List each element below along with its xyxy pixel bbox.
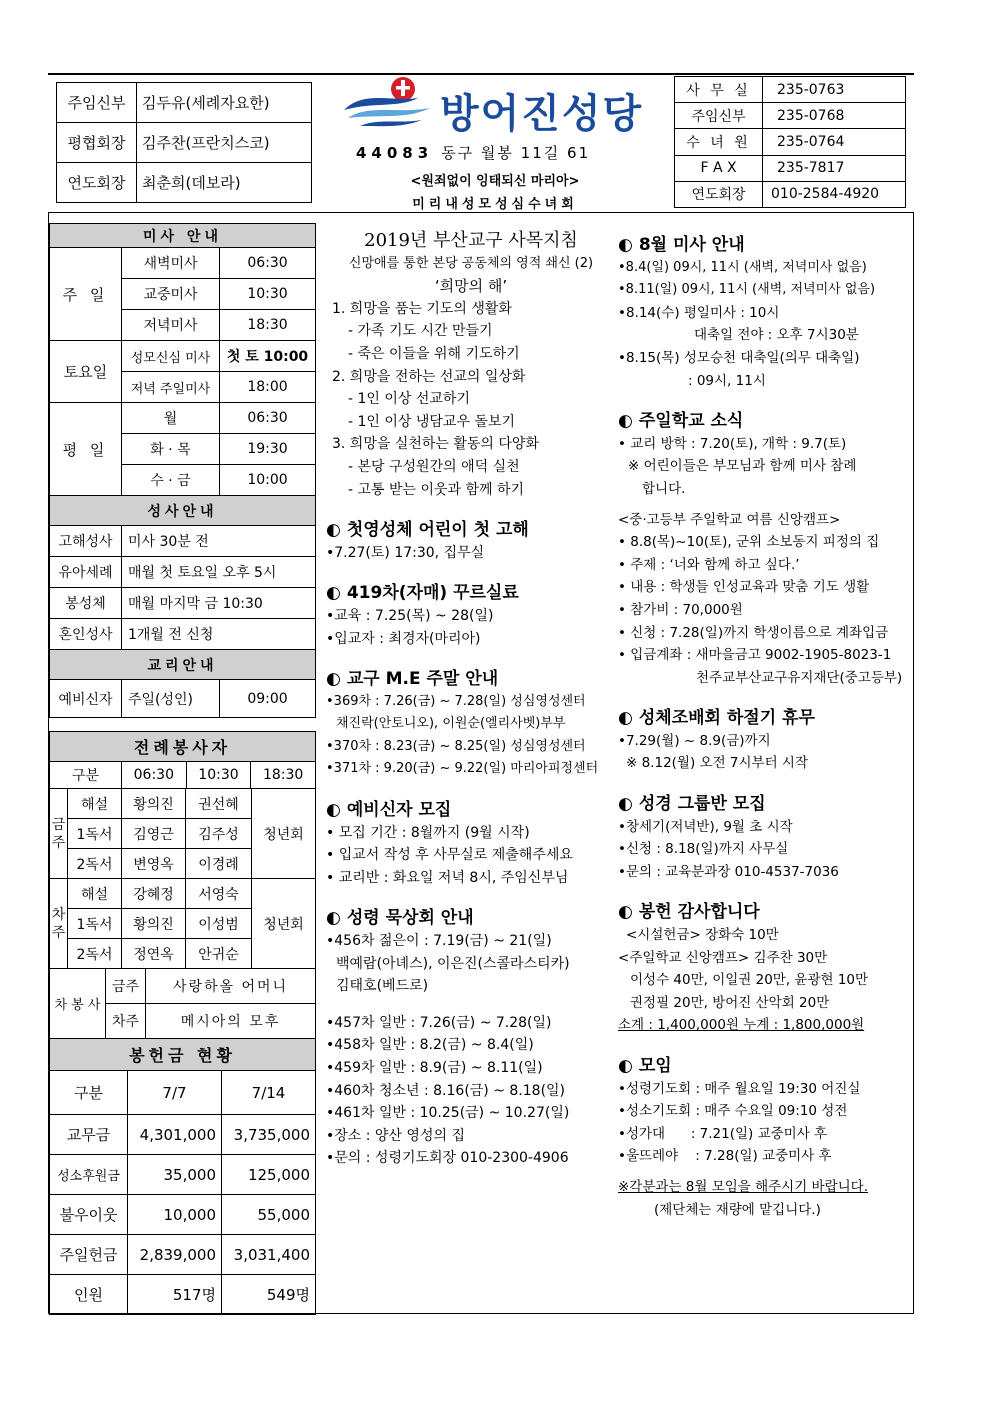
contacts-table [674, 76, 906, 208]
officer-label: 연도회장 [57, 163, 137, 203]
spirit-item: •460차 청소년 : 8.16(금) ~ 8.18(일) [326, 1082, 566, 1099]
officer-value: 김두유(세례자요한) [137, 83, 312, 123]
mass-time: 10:00 [220, 465, 316, 496]
bible-item: •문의 : 교육분과장 010-4537-7036 [618, 863, 839, 880]
cursillo-item: •입교자 : 최경자(마리아) [326, 630, 481, 647]
thanks-item: 이성수 40만, 이일권 20만, 윤광현 10만 [630, 972, 869, 989]
half-circle-icon: ◐ [618, 1056, 633, 1076]
thanks-item: <시설헌금> 장화숙 10만 [626, 927, 779, 944]
liturgy-server: 황의진 [122, 909, 186, 939]
guideline-item: - 가족 기도 시간 만들기 [348, 323, 493, 340]
guideline-item: - 죽은 이들을 위해 기도하기 [348, 345, 520, 362]
thanks-heading [618, 901, 910, 924]
camp-item: • 내용 : 학생들 인성교육과 맞춤 기도 생활 [618, 579, 870, 596]
officer-label: 평협회장 [57, 123, 137, 163]
church-logo [342, 76, 438, 130]
mass-name: 월 [122, 403, 220, 434]
guideline-item: - 본당 구성원간의 애덕 실천 [348, 458, 520, 475]
mass-time: 18:30 [220, 310, 316, 341]
officer-value: 최춘희(데보라) [137, 163, 312, 203]
aug-mass-item: •8.15(목) 성모승천 대축일(의무 대축일) [618, 349, 860, 366]
header-top-rule [48, 73, 914, 75]
me-item: 채진락(안토니오), 이원순(엘리사벳)부부 [336, 716, 566, 732]
liturgy-role: 1독서 [68, 909, 122, 939]
spirit-item: •장소 : 양산 영성의 집 [326, 1127, 465, 1144]
school-title: 주일학교 소식 [638, 411, 744, 432]
sacrament-label: 봉성체 [50, 588, 122, 619]
meeting-heading [618, 1055, 910, 1078]
sacrament-value: 미사 30분 전 [122, 526, 316, 557]
mass-time: 10:30 [220, 279, 316, 310]
tea-service-label: 차 봉 사 [50, 969, 106, 1039]
contact-label: 수 녀 원 [675, 129, 763, 155]
offering-label: 불우이웃 [50, 1195, 128, 1235]
school-item: 합니다. [642, 480, 686, 497]
camp-item: • 입금계좌 : 새마을금고 9002-1905-8023-1 [618, 647, 892, 664]
sacrament-value: 매월 첫 토요일 오후 5시 [122, 557, 316, 588]
liturgy-server: 김주성 [186, 819, 252, 849]
liturgy-server: 권선혜 [186, 789, 252, 819]
camp-item: • 주제 : ‘너와 함께 하고 싶다.’ [618, 556, 800, 573]
thanks-item: <주일학교 신앙캠프> 김주찬 30만 [618, 949, 828, 966]
half-circle-icon: ◐ [326, 908, 341, 929]
me-title: 교구 M.E 주말 안내 [346, 669, 499, 690]
spirit-item: •458차 일반 : 8.2(금) ~ 8.4(일) [326, 1037, 534, 1054]
liturgy-col: 18:30 [251, 762, 316, 789]
contact-label: 연도회장 [675, 181, 763, 207]
meeting-item: •울뜨레야 : 7.28(일) 교중미사 후 [618, 1148, 832, 1165]
contact-value: 235-0764 [763, 129, 906, 155]
half-circle-icon: ◐ [618, 902, 633, 923]
half-circle-icon: ◐ [326, 669, 341, 690]
offering-table [49, 1038, 316, 1315]
offering-value: 517명 [128, 1275, 222, 1315]
meeting-item: •성령기도회 : 매주 월요일 19:30 어진실 [618, 1080, 861, 1097]
mass-section-title: 미사 안내 [50, 224, 316, 248]
offering-value: 125,000 [222, 1155, 316, 1195]
offering-col: 7/7 [128, 1071, 222, 1115]
thanks-title: 봉헌 감사합니다 [638, 902, 760, 923]
catechumen-heading [326, 799, 616, 822]
school-item: ※ 어린이들은 부모님과 함께 미사 참례 [628, 458, 857, 475]
liturgy-server: 안귀순 [186, 939, 252, 969]
half-circle-icon: ◐ [618, 411, 633, 432]
camp-item: • 8.8(목)~10(토), 군위 소보동지 피정의 집 [618, 534, 880, 551]
offering-col: 7/14 [222, 1071, 316, 1115]
church-name: 방어진성당 [440, 91, 644, 137]
mass-name: 저녁 주일미사 [122, 372, 220, 403]
liturgy-server: 서영숙 [186, 879, 252, 909]
offering-value: 4,301,000 [128, 1115, 222, 1155]
contact-value: 235-0768 [763, 103, 906, 129]
camp-item: • 신청 : 7.28(일)까지 학생이름으로 계좌입금 [618, 624, 889, 641]
meeting-note: (제단체는 재량에 맡깁니다.) [654, 1201, 821, 1218]
half-circle-icon: ◐ [326, 520, 341, 541]
spirit-item: 김태호(베드로) [336, 978, 429, 995]
me-item: •369차 : 7.26(금) ~ 7.28(일) 성심영성센터 [326, 693, 586, 709]
aug-mass-title: 8월 미사 안내 [638, 235, 745, 255]
liturgy-server: 이경례 [186, 849, 252, 879]
sacrament-section-title: 성사안내 [50, 496, 316, 526]
contact-value: 235-7817 [763, 155, 906, 181]
contact-label: 사 무 실 [675, 77, 763, 103]
school-heading [618, 410, 910, 433]
liturgy-table [49, 731, 316, 789]
officers-table [56, 82, 312, 203]
offering-value: 3,031,400 [222, 1235, 316, 1275]
me-item: •371차 : 9.20(금) ~ 9.22(일) 마리아피정센터 [326, 761, 599, 777]
liturgy-role: 2독서 [68, 849, 122, 879]
mass-name: 수 · 금 [122, 465, 220, 496]
year-name: ‘희망의 해’ [434, 277, 508, 296]
contact-value: 010-2584-4920 [763, 181, 906, 207]
camp-title: <중·고등부 주일학교 여름 신앙캠프> [618, 511, 841, 528]
half-circle-icon: ◐ [618, 708, 633, 729]
half-circle-icon: ◐ [326, 583, 341, 604]
catechumen-item: • 입교서 작성 후 사무실로 제출해주세요 [326, 847, 573, 864]
doctrine-label: 예비신자 [50, 680, 122, 718]
meeting-item: •성소기도회 : 매주 수요일 09:10 성전 [618, 1103, 848, 1120]
sacrament-label: 유아세례 [50, 557, 122, 588]
mass-saturday-label: 토요일 [50, 341, 122, 403]
mass-time: 19:30 [220, 434, 316, 465]
patron-saint: <원죄없이 잉태되신 마리아> [410, 174, 580, 189]
guideline-item: 3. 희망을 실천하는 활동의 다양화 [332, 436, 539, 453]
spirit-item: •459차 일반 : 8.9(금) ~ 8.11(일) [326, 1060, 543, 1076]
liturgy-col: 06:30 [122, 762, 187, 789]
thanks-total: 소계 : 1,400,000원 누계 : 1,800,000원 [618, 1017, 865, 1034]
guideline-subtitle: 신망애를 통한 본당 공동체의 영적 쇄신 (2) [348, 255, 594, 271]
thanks-item: 권정필 20만, 방어진 산악회 20만 [630, 994, 830, 1011]
guideline-item: - 고통 받는 이웃과 함께 하기 [348, 481, 525, 498]
liturgy-evening: 청년회 [252, 789, 316, 879]
liturgy-role: 1독서 [68, 819, 122, 849]
tea-week: 금주 [106, 969, 146, 1004]
bible-item: •창세기(저녁반), 9월 초 시작 [618, 818, 793, 835]
liturgy-server: 강혜정 [122, 879, 186, 909]
meeting-item: •성가대 : 7.21(일) 교중미사 후 [618, 1125, 828, 1142]
offering-value: 2,839,000 [128, 1235, 222, 1275]
liturgy-server: 변영옥 [122, 849, 186, 879]
tea-group: 메시아의 모후 [146, 1004, 316, 1039]
spirit-heading [326, 907, 616, 930]
liturgy-col: 10:30 [186, 762, 251, 789]
mass-sunday-label: 주 일 [50, 248, 122, 341]
middle-column [326, 230, 616, 1170]
this-week-label: 금주 [50, 789, 68, 879]
spirit-title: 성령 묵상회 안내 [346, 908, 474, 929]
half-circle-icon: ◐ [618, 235, 633, 255]
mass-time: 06:30 [220, 248, 316, 279]
meeting-note: ※각분과는 8월 모임을 해주시기 바랍니다. [618, 1178, 869, 1195]
mass-time: 18:00 [220, 372, 316, 403]
liturgy-role: 2독서 [68, 939, 122, 969]
sisters-name: 미리내성모성심수녀회 [412, 197, 578, 212]
offering-value: 549명 [222, 1275, 316, 1315]
liturgy-col: 구분 [50, 762, 122, 789]
sacrament-label: 혼인성사 [50, 619, 122, 650]
liturgy-role: 해설 [68, 789, 122, 819]
cursillo-heading [326, 582, 616, 605]
officer-value: 김주찬(프란치스코) [137, 123, 312, 163]
guideline-item: - 1인 이상 냉담교우 돌보기 [348, 413, 515, 430]
offering-label: 인원 [50, 1275, 128, 1315]
mass-name: 새벽미사 [122, 248, 220, 279]
catechumen-item: • 모집 기간 : 8월까지 (9월 시작) [326, 824, 530, 841]
camp-item: 천주교부산교구유지재단(중고등부) [696, 669, 903, 686]
communion-title: 첫영성체 어린이 첫 고해 [346, 520, 529, 541]
offering-label: 교무금 [50, 1115, 128, 1155]
school-item: • 교리 방학 : 7.20(토), 개학 : 9.7(토) [618, 435, 847, 452]
mass-name: 교중미사 [122, 279, 220, 310]
mass-name: 화 · 목 [122, 434, 220, 465]
spirit-item: •문의 : 성령기도회장 010-2300-4906 [326, 1150, 569, 1167]
adoration-item: ※ 8.12(월) 오전 7시부터 시작 [626, 755, 808, 772]
offering-col: 구분 [50, 1071, 128, 1115]
communion-item: •7.27(토) 17:30, 집무실 [326, 544, 485, 561]
aug-mass-item: •8.11(일) 09시, 11시 (새벽, 저녁미사 없음) [618, 282, 876, 298]
mass-time: 첫 토 10:00 [220, 341, 316, 372]
aug-mass-item: : 09시, 11시 [688, 372, 766, 389]
offering-section-title: 봉헌금 현황 [50, 1039, 316, 1071]
liturgy-section-title: 전례봉사자 [50, 732, 316, 762]
mass-weekday-label: 평 일 [50, 403, 122, 496]
catechumen-title: 예비신자 모집 [346, 800, 452, 821]
aug-mass-heading [618, 234, 910, 257]
doctrine-section-title: 교리안내 [50, 650, 316, 680]
offering-value: 3,735,000 [222, 1115, 316, 1155]
guideline-item: 1. 희망을 품는 기도의 생활화 [332, 300, 512, 317]
offering-value: 10,000 [128, 1195, 222, 1235]
offering-label: 성소후원금 [50, 1155, 128, 1195]
guideline-item: - 1인 이상 선교하기 [348, 391, 470, 408]
liturgy-role: 해설 [68, 879, 122, 909]
tea-service-table [49, 968, 316, 1039]
liturgy-server: 이성범 [186, 909, 252, 939]
adoration-heading [618, 707, 910, 730]
contact-label: 주임신부 [675, 103, 763, 129]
right-column [618, 230, 910, 1221]
aug-mass-item: 대축일 전야 : 오후 7시30분 [694, 327, 859, 344]
liturgy-server: 정연옥 [122, 939, 186, 969]
bible-heading [618, 793, 910, 816]
communion-heading [326, 519, 616, 542]
spirit-item: •461차 일반 : 10.25(금) ~ 10.27(일) [326, 1105, 570, 1122]
mass-time: 06:30 [220, 403, 316, 434]
sacrament-label: 고해성사 [50, 526, 122, 557]
spirit-item: •456차 젊은이 : 7.19(금) ~ 21(일) [326, 933, 552, 950]
liturgy-evening: 청년회 [252, 879, 316, 969]
doctrine-value: 주일(성인) [122, 680, 220, 718]
offering-label: 주일헌금 [50, 1235, 128, 1275]
left-info-column [49, 223, 316, 718]
mass-name: 성모신심 미사 [122, 341, 220, 372]
liturgy-server: 김영근 [122, 819, 186, 849]
liturgy-server: 황의진 [122, 789, 186, 819]
half-circle-icon: ◐ [618, 794, 633, 815]
cursillo-item: •교육 : 7.25(목) ~ 28(일) [326, 607, 494, 624]
contact-label: F A X [675, 155, 763, 181]
address-line [356, 142, 590, 163]
me-item: •370차 : 8.23(금) ~ 8.25(일) 성심영성센터 [326, 738, 586, 754]
next-week-label: 차주 [50, 879, 68, 969]
half-circle-icon: ◐ [326, 800, 341, 821]
catechumen-item: • 교리반 : 화요일 저녁 8시, 주임신부님 [326, 869, 569, 886]
postal-code: 44083 [356, 143, 434, 162]
tea-week: 차주 [106, 1004, 146, 1039]
adoration-title: 성체조배회 하절기 휴무 [638, 708, 815, 729]
spirit-item: •457차 일반 : 7.26(금) ~ 7.28(일) [326, 1014, 552, 1031]
offering-value: 55,000 [222, 1195, 316, 1235]
bible-item: •신청 : 8.18(일)까지 사무실 [618, 841, 789, 858]
camp-item: • 참가비 : 70,000원 [618, 601, 743, 618]
aug-mass-item: •8.4(일) 09시, 11시 (새벽, 저녁미사 없음) [618, 259, 867, 275]
sacrament-value: 1개월 전 신청 [122, 619, 316, 650]
me-heading [326, 668, 616, 691]
bible-title: 성경 그룹반 모집 [638, 794, 766, 815]
sacrament-value: 매월 마지막 금 10:30 [122, 588, 316, 619]
liturgy-servers [49, 788, 316, 969]
tea-group: 사랑하올 어머니 [146, 969, 316, 1004]
officer-label: 주임신부 [57, 83, 137, 123]
doctrine-time: 09:00 [220, 680, 316, 718]
cursillo-title: 419차(자매) 꾸르실료 [346, 583, 519, 604]
adoration-item: •7.29(월) ~ 8.9(금)까지 [618, 732, 771, 749]
guideline-item: 2. 희망을 전하는 선교의 일상화 [332, 368, 526, 385]
meeting-title: 모임 [638, 1056, 672, 1076]
address-text: 동구 월봉 11길 61 [441, 144, 591, 162]
spirit-item: 백예람(아녜스), 이은진(스콜라스티카) [336, 955, 570, 972]
church-logo-icon [342, 76, 438, 130]
guideline-title: 2019년 부산교구 사목지침 [364, 230, 578, 251]
contact-value: 235-0763 [763, 77, 906, 103]
mass-name: 저녁미사 [122, 310, 220, 341]
offering-value: 35,000 [128, 1155, 222, 1195]
aug-mass-item: •8.14(수) 평일미사 : 10시 [618, 304, 780, 321]
